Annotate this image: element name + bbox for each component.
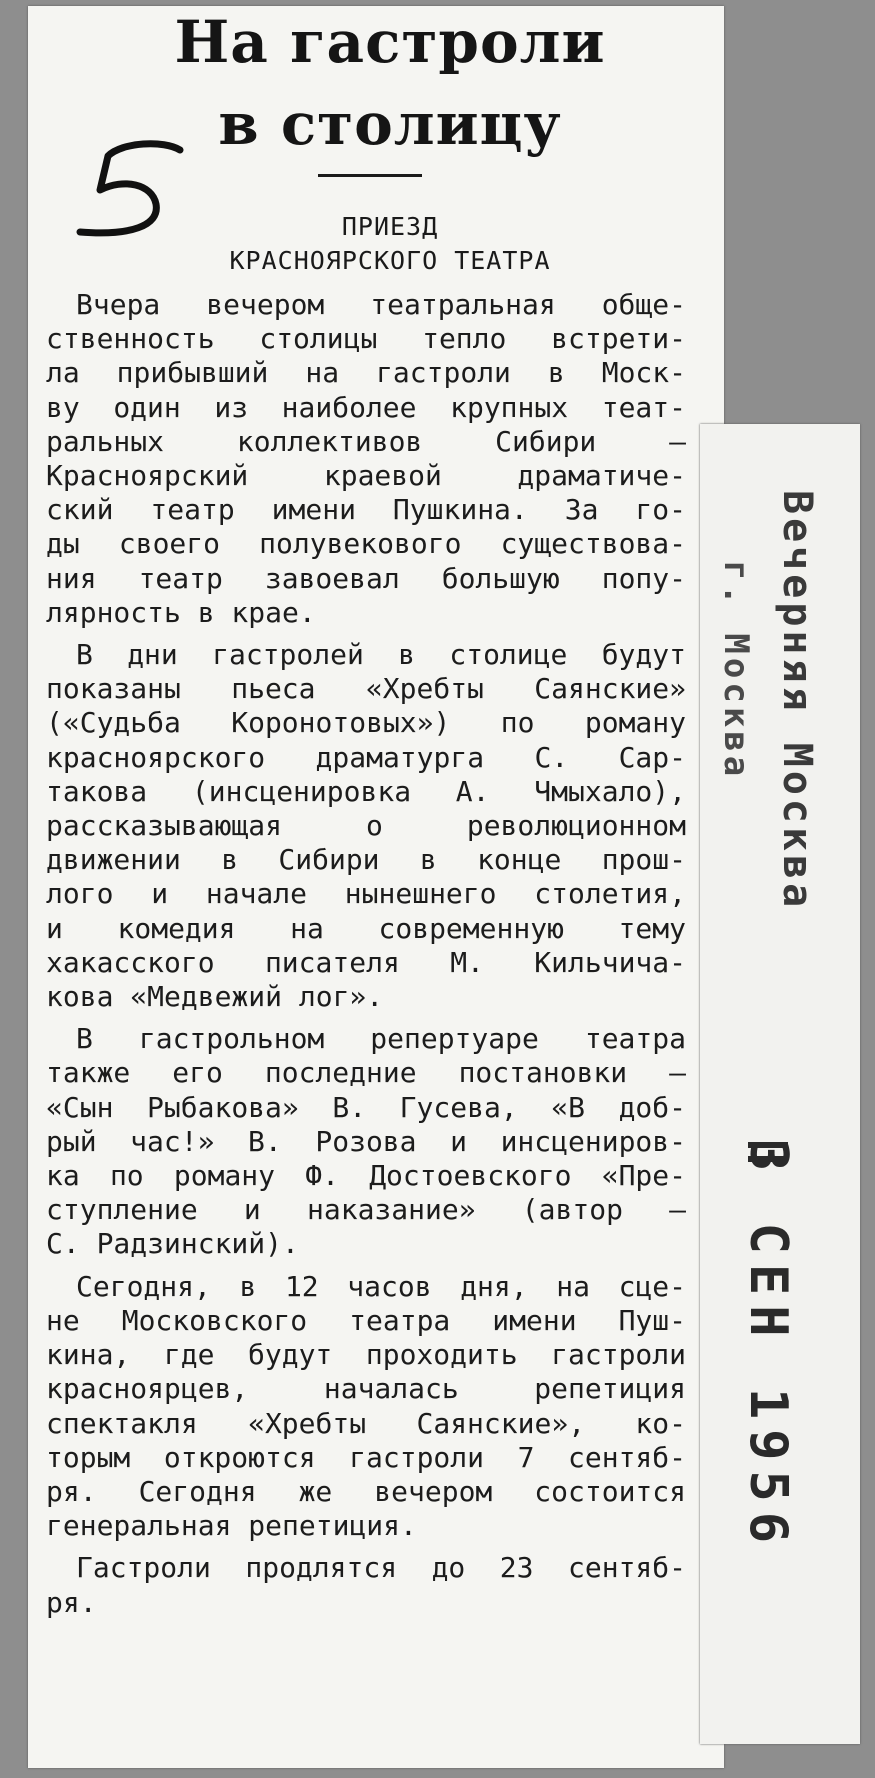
article-line: не Московского театра имени Пуш- bbox=[46, 1303, 686, 1337]
article-line: красноярцев, началась репетиция bbox=[46, 1372, 686, 1406]
article-line: ния театр завоевал большую попу- bbox=[46, 561, 686, 595]
article-line: ря. bbox=[46, 1585, 97, 1619]
subhead-line-2: КРАСНОЯРСКОГО ТЕАТРА bbox=[229, 246, 551, 275]
article-line: ла прибывший на гастроли в Моск- bbox=[46, 356, 686, 390]
article-paragraph bbox=[46, 1551, 686, 1619]
article-line: хакасского писателя М. Кильчича- bbox=[46, 945, 686, 979]
article-paragraph bbox=[46, 1270, 686, 1544]
article-line: В гастрольном репертуаре театра bbox=[76, 1022, 686, 1056]
article-line: также его последние постановки — bbox=[46, 1056, 686, 1090]
headline-divider bbox=[318, 174, 422, 177]
article-line: ря. Сегодня же вечером состоится bbox=[46, 1474, 686, 1508]
article-body bbox=[46, 288, 686, 1620]
subhead-line-1: ПРИЕЗД bbox=[341, 212, 439, 241]
article-line: В дни гастролей в столице будут bbox=[76, 638, 686, 672]
article-line: Красноярский краевой драматиче- bbox=[46, 459, 686, 493]
headline-line-1: На гастроли bbox=[174, 8, 606, 76]
article-line: торым откроются гастроли 7 сентяб- bbox=[46, 1440, 686, 1474]
article-line: показаны пьеса «Хребты Саянские» bbox=[46, 672, 686, 706]
article-line: кова «Медвежий лог». bbox=[46, 980, 384, 1014]
article-line: и комедия на современную тему bbox=[46, 911, 686, 945]
article-paragraph bbox=[46, 1022, 686, 1261]
date-stamp: 3 СЕН 1956 bbox=[738, 1140, 798, 1554]
article-line: С. Радзинский). bbox=[46, 1227, 299, 1261]
article-line: спектакля «Хребты Саянские», ко- bbox=[46, 1406, 686, 1440]
article-line: ральных коллективов Сибири — bbox=[46, 424, 686, 458]
article-line: ка по роману Ф. Достоевского «Пре- bbox=[46, 1159, 686, 1193]
article-line: генеральная репетиция. bbox=[46, 1509, 417, 1543]
article-line: кина, где будут проходить гастроли bbox=[46, 1338, 686, 1372]
article-line: рый час!» В. Розова и инсцениров- bbox=[46, 1124, 686, 1158]
article-line: такова (инсценировка А. Чмыхало), bbox=[46, 774, 686, 808]
article-line: ский театр имени Пушкина. За го- bbox=[46, 493, 686, 527]
article-line: ступление и наказание» (автор — bbox=[46, 1193, 686, 1227]
article-line: движении в Сибири в конце прош- bbox=[46, 843, 686, 877]
article-paragraph bbox=[46, 638, 686, 1014]
headline-line-2: в столицу bbox=[218, 90, 562, 158]
article-line: Сегодня, в 12 часов дня, на сце- bbox=[76, 1269, 686, 1303]
article-line: красноярского драматурга С. Сар- bbox=[46, 740, 686, 774]
newspaper-stamp: Вечерняя Москва bbox=[774, 490, 820, 912]
article-line: лого и начале нынешнего столетия, bbox=[46, 877, 686, 911]
article-line: («Судьба Коронотовых») по роману bbox=[46, 706, 686, 740]
article-line: лярность в крае. bbox=[46, 595, 316, 629]
article-line: рассказывающая о революционном bbox=[46, 809, 686, 843]
article-line: Гастроли продлятся до 23 сентяб- bbox=[76, 1551, 686, 1585]
article-line: ды своего полувекового существова- bbox=[46, 527, 686, 561]
article-line: ву один из наиболее крупных теат- bbox=[46, 390, 686, 424]
article-line: Вчера вечером театральная обще- bbox=[76, 288, 686, 321]
article-paragraph bbox=[46, 288, 686, 630]
city-stamp: г. Москва bbox=[716, 560, 756, 781]
article-line: ственность столицы тепло встрети- bbox=[46, 322, 686, 356]
article-line: «Сын Рыбакова» В. Гусева, «В доб- bbox=[46, 1090, 686, 1124]
